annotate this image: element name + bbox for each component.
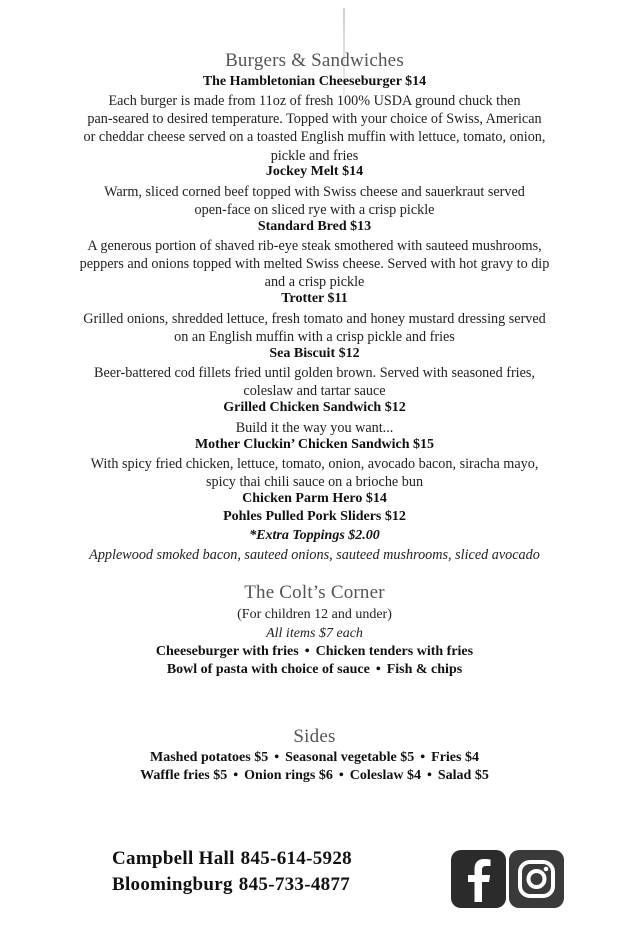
separator-dot: • — [233, 768, 239, 783]
social-icons — [451, 850, 566, 910]
sides-row — [0, 750, 629, 766]
kids-items-row — [0, 662, 629, 678]
kids-item: Fish & chips — [386, 662, 463, 677]
kids-section-title: The Colt’s Corner — [244, 582, 385, 603]
extra-toppings-label: *Extra Toppings $2.00 — [249, 528, 380, 543]
side-item: Salad $5 — [437, 768, 489, 783]
facebook-icon[interactable] — [451, 850, 506, 908]
menu-item-name: Pohles Pulled Pork Sliders $12 — [223, 509, 406, 524]
location-name: Campbell Hall — [112, 848, 235, 869]
side-item: Waffle fries $5 — [140, 768, 228, 783]
burgers-section-title: Burgers & Sandwiches — [225, 50, 404, 71]
separator-dot: • — [420, 750, 426, 765]
sides-section-title: Sides — [293, 726, 336, 747]
separator-dot: • — [375, 662, 381, 677]
side-item: Mashed potatoes $5 — [150, 750, 269, 765]
menu-item-description: A generous portion of shaved rib-eye steak smothered with sauteed mushrooms, peppers and onions topped with melted Swiss cheese. Served with hot gravy to dip and a crisp pickle — [79, 238, 550, 291]
kids-item: Bowl of pasta with choice of sauce — [166, 662, 370, 677]
menu-item-description: Each burger is made from 11oz of fresh 100% USDA ground chuck then pan-seared to desired temperature. Topped with your choice of Swiss, American or cheddar cheese served on a toasted English muffin with lettuce, tomato, onion, pickle and fries — [83, 93, 546, 164]
side-item: Onion rings $6 — [244, 768, 333, 783]
menu-item-description: Warm, sliced corned beef topped with Swiss cheese and sauerkraut served open-face on sliced rye with a crisp pickle — [104, 184, 525, 219]
kids-item: Cheeseburger with fries — [155, 644, 299, 659]
kids-item: Chicken tenders with fries — [315, 644, 474, 659]
phone-number[interactable]: 845-733-4877 — [238, 874, 351, 895]
menu-item-description: With spicy fried chicken, lettuce, tomato, onion, avocado bacon, siracha mayo, spicy thai chili sauce on a brioche bun — [90, 456, 539, 491]
separator-dot: • — [304, 644, 310, 659]
menu-item-description: Beer-battered cod fillets fried until golden brown. Served with seasoned fries, coleslaw and tartar sauce — [94, 365, 535, 400]
menu-item-name: Standard Bred $13 — [257, 219, 372, 234]
menu-item-description: Grilled onions, shredded lettuce, fresh tomato and honey mustard dressing served on an English muffin with a crisp pickle and fries — [83, 311, 546, 346]
contact-line-campbell-hall — [112, 848, 352, 870]
menu-item-name: Mother Cluckin’ Chicken Sandwich $15 — [194, 437, 435, 452]
side-item: Seasonal vegetable $5 — [285, 750, 415, 765]
menu-item-name: Chicken Parm Hero $14 — [242, 491, 387, 506]
kids-price-note: All items $7 each — [266, 626, 363, 641]
contact-line-bloomingburg — [112, 874, 350, 896]
sides-row — [0, 768, 629, 784]
menu-item-description: Build it the way you want... — [235, 420, 394, 436]
menu-item-name: The Hambletonian Cheeseburger $14 — [202, 74, 427, 89]
location-name: Bloomingburg — [112, 874, 233, 895]
separator-dot: • — [426, 768, 432, 783]
menu-item-name: Jockey Melt $14 — [265, 164, 364, 179]
phone-number[interactable]: 845-614-5928 — [240, 848, 352, 869]
kids-subtitle: (For children 12 and under) — [237, 607, 392, 622]
instagram-icon[interactable] — [509, 850, 564, 908]
kids-items-row — [0, 644, 629, 660]
extra-toppings-list: Applewood smoked bacon, sauteed onions, sauteed mushrooms, sliced avocado — [89, 547, 540, 563]
menu-item-name: Grilled Chicken Sandwich $12 — [223, 400, 406, 415]
side-item: Coleslaw $4 — [349, 768, 421, 783]
menu-item-name: Sea Biscuit $12 — [269, 346, 360, 361]
menu-item-name: Trotter $11 — [281, 291, 348, 306]
separator-dot: • — [338, 768, 344, 783]
side-item: Fries $4 — [431, 750, 479, 765]
separator-dot: • — [274, 750, 280, 765]
